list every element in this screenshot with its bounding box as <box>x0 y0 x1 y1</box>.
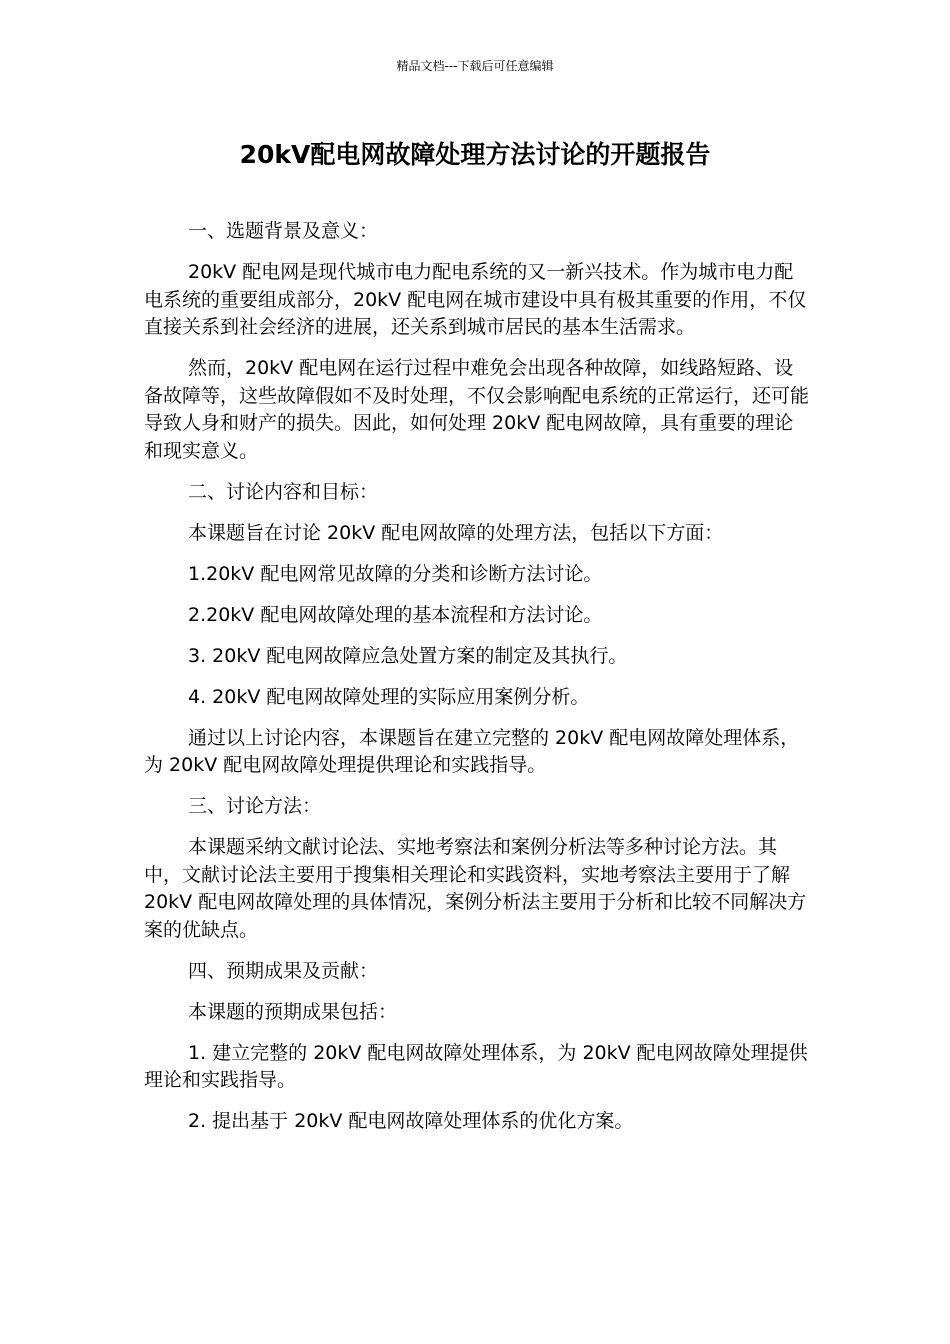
paragraph-faults: 然而，20kV 配电网在运行过程中难免会出现各种故障，如线路短路、设备故障等，这些故障假如不及时处理，不仅会影响配电系统的正常运行，还可能导致人身和财产的损失。因此，如何处理 20kV 配电网故障，具有重要的理论和现实意义。 <box>144 357 810 462</box>
section-heading-method: 三、讨论方法： <box>188 795 322 817</box>
paragraph-method: 本课题采纳文献讨论法、实地考察法和案例分析法等多种讨论方法。其中，文献讨论法主要用于搜集相关理论和实践资料，实地考察法主要用于了解 20kV 配电网故障处理的具体情况，案例分析法主要用于分析和比较不同解决方案的优缺点。 <box>144 836 807 941</box>
result-item-2: 2. 提出基于 20kV 配电网故障处理体系的优化方案。 <box>188 1110 634 1132</box>
document-body <box>144 218 809 1149</box>
document-title: 20kV配电网故障处理方法讨论的开题报告 <box>239 140 711 169</box>
section-heading-results: 四、预期成果及贡献： <box>188 959 379 982</box>
result-item-1: 1. 建立完整的 20kV 配电网故障处理体系，为 20kV 配电网故障处理提供理论和实践指导。 <box>144 1041 808 1091</box>
paragraph-aim: 本课题旨在讨论 20kV 配电网故障的处理方法，包括以下方面： <box>188 521 724 544</box>
paragraph-results-intro: 本课题的预期成果包括： <box>188 1000 398 1023</box>
list-item-1: 1.20kV 配电网常见故障的分类和诊断方法讨论。 <box>188 562 603 585</box>
section-heading-content: 二、讨论内容和目标： <box>188 480 379 503</box>
page-header: 精品文档---下载后可任意编辑 <box>396 59 554 73</box>
paragraph-goal: 通过以上讨论内容，本课题旨在建立完整的 20kV 配电网故障处理体系，为 20kV 配电网故障处理提供理论和实践指导。 <box>144 726 800 776</box>
list-item-3: 3. 20kV 配电网故障应急处置方案的制定及其执行。 <box>188 644 628 667</box>
list-item-2: 2.20kV 配电网故障处理的基本流程和方法讨论。 <box>188 603 603 626</box>
list-item-4: 4. 20kV 配电网故障处理的实际应用案例分析。 <box>188 685 590 708</box>
section-heading-background: 一、选题背景及意义： <box>188 220 379 242</box>
paragraph-background: 20kV 配电网是现代城市电力配电系统的又一新兴技术。作为城市电力配电系统的重要组成部分，20kV 配电网在城市建设中具有极其重要的作用，不仅直接关系到社会经济的进展，还关系到城市居民的基本生活需求。 <box>144 261 807 338</box>
